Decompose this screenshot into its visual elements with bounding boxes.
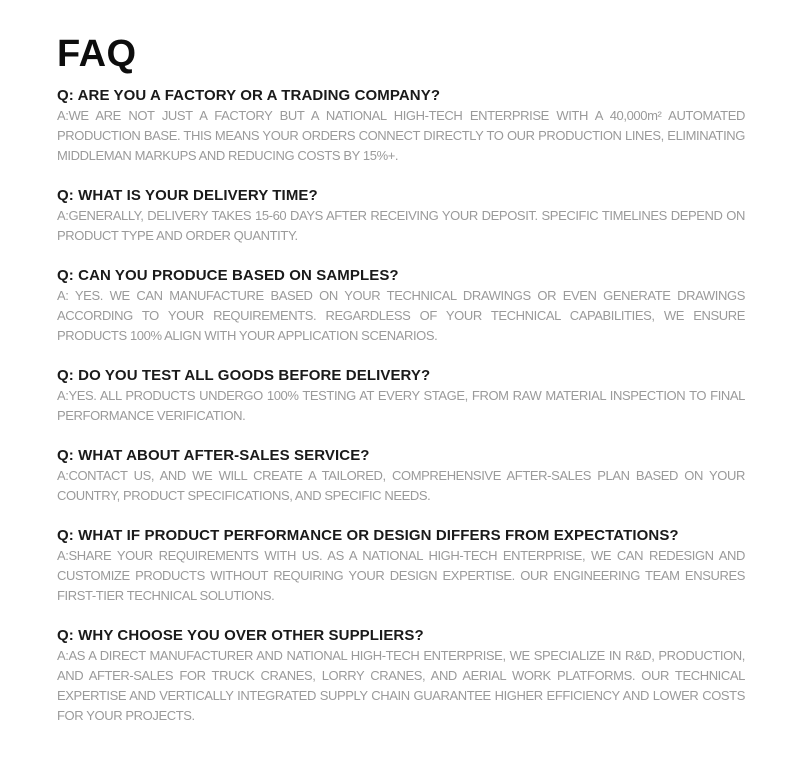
faq-question: Q: CAN YOU PRODUCE BASED ON SAMPLES? (57, 267, 399, 284)
faq-item-why-choose (57, 626, 745, 726)
faq-answer: A: YES. WE CAN MANUFACTURE BASED ON YOUR TECHNICAL DRAWINGS OR EVEN GENERATE DRAWINGS ACCORDING TO YOUR REQUIREMENTS. REGARDLESS OF YOUR TECHNICAL CAPABILITIES, WE ENSURE PRODUCTS 100% ALIGN WITH YOUR APPLICATION SCENARIOS. (57, 288, 745, 343)
faq-question: Q: WHAT IF PRODUCT PERFORMANCE OR DESIGN DIFFERS FROM EXPECTATIONS? (57, 527, 679, 544)
faq-item-test-goods (57, 366, 745, 426)
faq-item-factory-or-trading (57, 86, 745, 166)
faq-answer: A:WE ARE NOT JUST A FACTORY BUT A NATIONAL HIGH-TECH ENTERPRISE WITH A 40,000m² AUTOMATED PRODUCTION BASE. THIS MEANS YOUR ORDERS CONNECT DIRECTLY TO OUR PRODUCTION LINES, ELIMINATING MIDDLEMAN MARKUPS AND REDUCING COSTS BY 15%+. (57, 108, 745, 163)
faq-item-after-sales (57, 446, 745, 506)
faq-answer: A:AS A DIRECT MANUFACTURER AND NATIONAL HIGH-TECH ENTERPRISE, WE SPECIALIZE IN R&D, PRODUCTION, AND AFTER-SALES FOR TRUCK CRANES, LORRY CRANES, AND AERIAL WORK PLATFORMS. OUR TECHNICAL EXPERTISE AND VERTICALLY INTEGRATED SUPPLY CHAIN GUARANTEE HIGHER EFFICIENCY AND LOWER COSTS FOR YOUR PROJECTS. (57, 648, 745, 723)
page-title: FAQ (57, 33, 137, 75)
faq-question: Q: ARE YOU A FACTORY OR A TRADING COMPANY? (57, 87, 441, 104)
faq-item-delivery-time (57, 186, 745, 246)
faq-item-design-differs (57, 526, 745, 606)
faq-question: Q: DO YOU TEST ALL GOODS BEFORE DELIVERY? (57, 367, 431, 384)
faq-answer: A:CONTACT US, AND WE WILL CREATE A TAILORED, COMPREHENSIVE AFTER-SALES PLAN BASED ON YOUR COUNTRY, PRODUCT SPECIFICATIONS, AND SPECIFIC NEEDS. (57, 468, 745, 503)
faq-answer: A:SHARE YOUR REQUIREMENTS WITH US. AS A NATIONAL HIGH-TECH ENTERPRISE, WE CAN REDESIGN AND CUSTOMIZE PRODUCTS WITHOUT REQUIRING YOUR DESIGN EXPERTISE. OUR ENGINEERING TEAM ENSURES FIRST-TIER TECHNICAL SOLUTIONS. (57, 548, 745, 603)
faq-question: Q: WHAT ABOUT AFTER-SALES SERVICE? (57, 447, 370, 464)
faq-answer: A:GENERALLY, DELIVERY TAKES 15-60 DAYS AFTER RECEIVING YOUR DEPOSIT. SPECIFIC TIMELINES DEPEND ON PRODUCT TYPE AND ORDER QUANTITY. (57, 208, 745, 243)
faq-answer: A:YES. ALL PRODUCTS UNDERGO 100% TESTING AT EVERY STAGE, FROM RAW MATERIAL INSPECTION TO FINAL PERFORMANCE VERIFICATION. (57, 388, 745, 423)
faq-question: Q: WHY CHOOSE YOU OVER OTHER SUPPLIERS? (57, 627, 424, 644)
faq-question: Q: WHAT IS YOUR DELIVERY TIME? (57, 187, 318, 204)
faq-item-produce-samples (57, 266, 745, 346)
